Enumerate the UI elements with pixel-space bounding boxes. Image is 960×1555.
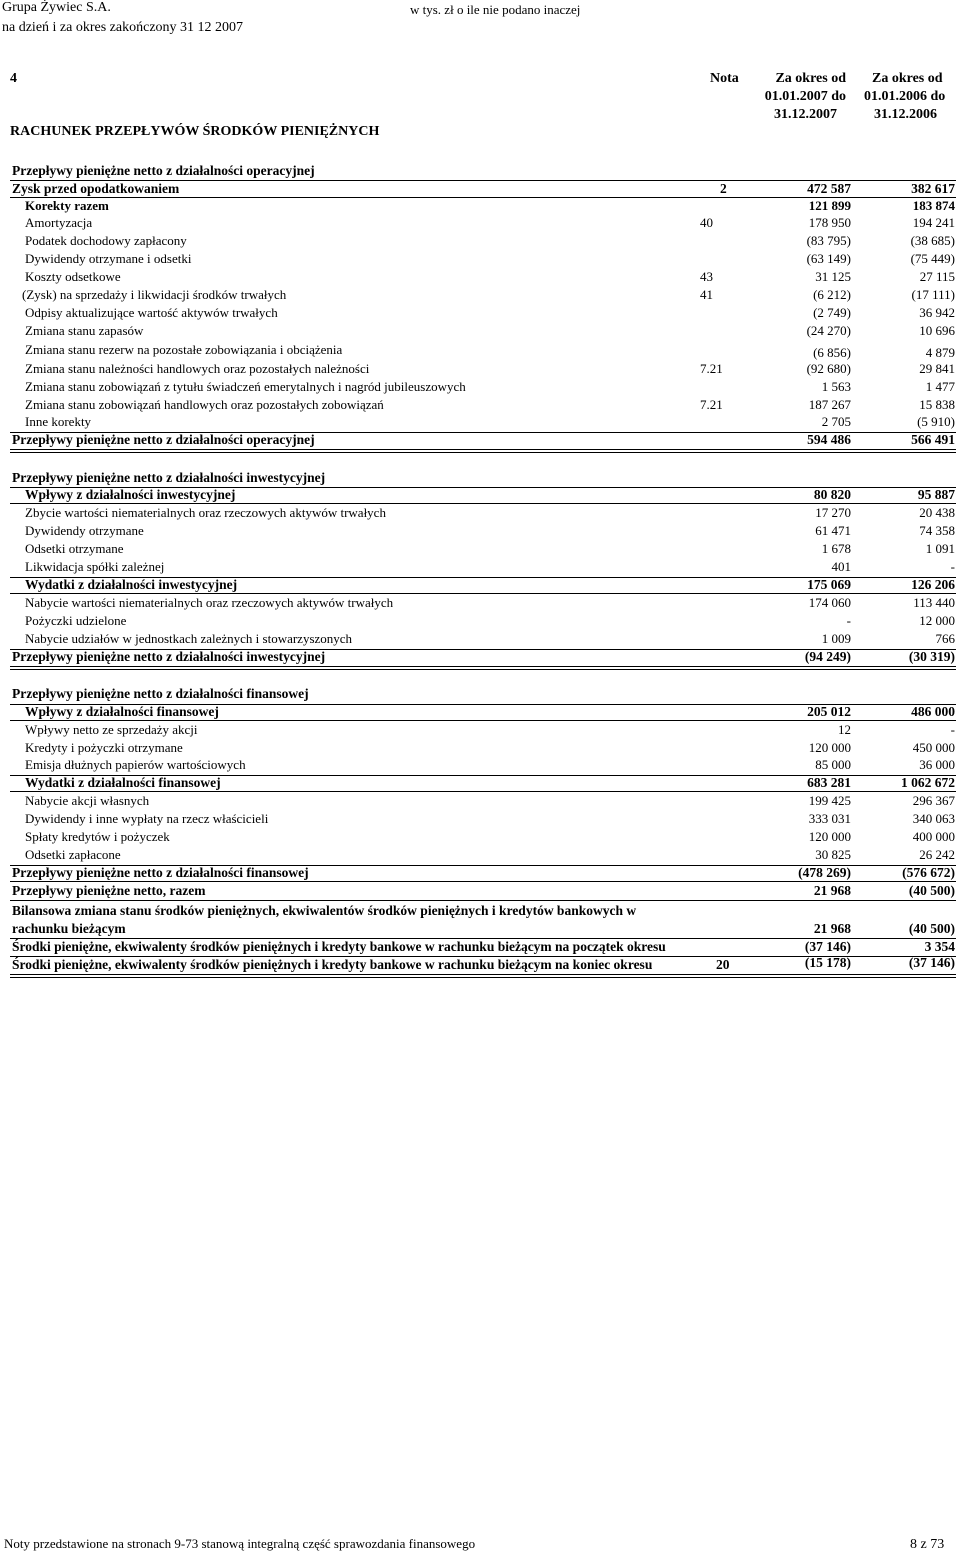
row-value-2007: 175 069	[807, 577, 851, 592]
row-label: Korekty razem	[25, 198, 109, 213]
row-value-2007: 205 012	[807, 704, 851, 719]
table-row	[0, 215, 960, 233]
table-row	[0, 397, 960, 415]
table-row	[0, 722, 960, 740]
row-label: Amortyzacja	[25, 215, 93, 230]
row-value-2006: (40 500)	[908, 921, 955, 936]
table-row	[0, 613, 960, 631]
row-value-2006: 1 477	[925, 379, 955, 394]
row-value-2007: 12	[838, 722, 851, 737]
row-value-2007: (94 249)	[804, 649, 851, 664]
table-row	[0, 505, 960, 523]
row-nota: 43	[700, 269, 713, 284]
col2-header-line: 01.01.2006 do	[864, 89, 946, 104]
table-row	[0, 251, 960, 269]
row-label: Przepływy pieniężne netto z działalności operacyjnej	[12, 432, 315, 447]
row-nota: 7.21	[700, 361, 723, 376]
row-value-2007: 120 000	[808, 740, 851, 755]
units-note: w tys. zł o ile nie podano inaczej	[410, 2, 581, 17]
row-label: Inne korekty	[25, 414, 92, 429]
row-value-2007: 594 486	[807, 432, 851, 447]
row-value-2006: (5 910)	[917, 414, 955, 429]
table-row	[0, 559, 960, 577]
row-label: Przepływy pieniężne netto z działalności operacyjnej	[12, 163, 315, 178]
row-value-2007: 61 471	[815, 523, 851, 538]
row-value-2006: 126 206	[911, 577, 955, 592]
table-row	[0, 903, 960, 921]
row-value-2007: 401	[831, 559, 851, 574]
row-value-2006: (17 111)	[911, 287, 955, 302]
row-label: Zbycie wartości niematerialnych oraz rzeczowych aktywów trwałych	[25, 505, 386, 520]
row-label: Nabycie udziałów w jednostkach zależnych i stowarzyszonych	[25, 631, 353, 646]
row-value-2006: 382 617	[911, 181, 955, 196]
row-value-2006: 12 000	[919, 613, 955, 628]
row-value-2007: (6 856)	[813, 345, 851, 360]
row-value-2006: 20 438	[919, 505, 955, 520]
row-value-2007: (6 212)	[813, 287, 851, 302]
row-value-2006: 1 062 672	[901, 775, 955, 790]
section-number: 4	[10, 71, 17, 86]
row-value-2006: 113 440	[913, 595, 955, 610]
row-value-2006: 183 874	[912, 198, 955, 213]
row-value-2007: 30 825	[815, 847, 851, 862]
row-label: Przepływy pieniężne netto z działalności finansowej	[12, 865, 309, 880]
table-row	[0, 361, 960, 379]
row-label: Bilansowa zmiana stanu środków pieniężnych, ekwiwalentów środków pieniężnych i kredytów bankowych w	[12, 903, 637, 918]
row-label: Dywidendy otrzymane	[25, 523, 144, 538]
rule-line	[10, 487, 956, 488]
row-value-2006: 29 841	[919, 361, 955, 376]
period-note: na dzień i za okres zakończony 31 12 2007	[2, 20, 244, 35]
rule-line	[10, 865, 956, 866]
row-label: Podatek dochodowy zapłacony	[25, 233, 187, 248]
table-row	[0, 793, 960, 811]
row-label: Nabycie wartości niematerialnych oraz rzeczowych aktywów trwałych	[25, 595, 394, 610]
row-label: Zmiana stanu rezerw na pozostałe zobowiązania i obciążenia	[25, 342, 343, 357]
rule-line	[10, 180, 956, 181]
rule-line	[10, 666, 956, 670]
row-label: Przepływy pieniężne netto z działalności inwestycyjnej	[12, 649, 326, 664]
row-label: Koszty odsetkowe	[25, 269, 121, 284]
row-label: Zmiana stanu zobowiązań z tytułu świadczeń emerytalnych i nagród jubileuszowych	[25, 379, 466, 394]
row-value-2006: 400 000	[912, 829, 955, 844]
row-value-2006: 74 358	[919, 523, 955, 538]
table-row	[0, 269, 960, 287]
page-number: 8 z 73	[910, 1537, 945, 1552]
row-label: Odsetki zapłacone	[25, 847, 121, 862]
row-nota: 7.21	[700, 397, 723, 412]
rule-line	[10, 593, 956, 594]
table-row	[0, 595, 960, 613]
rule-line	[10, 881, 956, 882]
row-nota: 41	[700, 287, 713, 302]
row-label: Zysk przed opodatkowaniem	[12, 181, 180, 196]
row-value-2007: 85 000	[815, 757, 851, 772]
row-nota: 40	[700, 215, 713, 230]
row-label: Wydatki z działalności finansowej	[25, 775, 221, 790]
row-label: Przepływy pieniężne netto, razem	[12, 883, 206, 898]
row-value-2006: 486 000	[911, 704, 955, 719]
row-label: Przepływy pieniężne netto z działalności inwestycyjnej	[12, 470, 326, 485]
row-value-2007: 1 563	[821, 379, 851, 394]
row-value-2006: (38 685)	[910, 233, 955, 248]
table-row	[0, 649, 960, 667]
row-value-2007: 21 968	[813, 921, 851, 936]
row-value-2007: (63 149)	[806, 251, 851, 266]
row-label: Kredyty i pożyczki otrzymane	[25, 740, 183, 755]
row-value-2007: 21 968	[813, 883, 851, 898]
row-label: (Zysk) na sprzedaży i likwidacji środków trwałych	[22, 287, 287, 302]
row-value-2007: (478 269)	[798, 865, 851, 880]
table-row	[0, 686, 960, 704]
nota-header: Nota	[710, 71, 739, 86]
row-value-2006: (30 319)	[908, 649, 955, 664]
col2-header-line: 31.12.2006	[874, 107, 937, 122]
row-value-2007: 17 270	[815, 505, 851, 520]
row-value-2007: 120 000	[808, 829, 851, 844]
rule-line	[10, 938, 956, 939]
row-nota: 2	[720, 181, 727, 196]
row-nota: 20	[716, 957, 730, 972]
table-row	[0, 323, 960, 341]
row-value-2007: 1 009	[821, 631, 851, 646]
row-value-2006: 95 887	[917, 487, 955, 502]
row-value-2007: (92 680)	[806, 361, 851, 376]
rule-line	[10, 720, 956, 721]
row-value-2007: (2 749)	[813, 305, 851, 320]
row-value-2007: 472 587	[807, 181, 851, 196]
table-row	[0, 523, 960, 541]
col2-header-line: Za okres od	[872, 71, 943, 86]
row-value-2007: 2 705	[821, 414, 851, 429]
row-label: Zmiana stanu zobowiązań handlowych oraz pozostałych zobowiązań	[25, 397, 384, 412]
row-value-2006: (576 672)	[902, 865, 955, 880]
table-row	[0, 163, 960, 181]
rule-line	[10, 956, 956, 957]
table-row	[0, 883, 960, 901]
table-row	[0, 957, 960, 975]
row-value-2007: 187 267	[808, 397, 851, 412]
row-value-2007: 31 125	[815, 269, 851, 284]
rule-line	[10, 900, 956, 901]
col1-header-line: 31.12.2007	[774, 107, 837, 122]
row-label: Wpływy z działalności finansowej	[25, 704, 219, 719]
row-value-2007: 80 820	[813, 487, 851, 502]
table-row	[0, 342, 960, 360]
row-label: Spłaty kredytów i pożyczek	[25, 829, 170, 844]
row-value-2006: 194 241	[912, 215, 955, 230]
row-label: Zmiana stanu należności handlowych oraz pozostałych należności	[25, 361, 370, 376]
row-value-2007: 174 060	[808, 595, 851, 610]
table-row	[0, 305, 960, 323]
row-value-2007: 121 899	[808, 198, 851, 213]
rule-line	[10, 974, 956, 978]
table-row	[0, 432, 960, 450]
table-row	[0, 541, 960, 559]
row-value-2006: (37 146)	[908, 955, 955, 970]
row-label: Wpływy netto ze sprzedaży akcji	[25, 722, 198, 737]
row-value-2006: (40 500)	[908, 883, 955, 898]
rule-line	[10, 704, 956, 705]
row-label: Dywidendy otrzymane i odsetki	[25, 251, 192, 266]
row-label: Zmiana stanu zapasów	[25, 323, 144, 338]
col1-header-line: 01.01.2007 do	[764, 89, 846, 104]
row-value-2006: 566 491	[911, 432, 955, 447]
row-value-2006: 27 115	[919, 269, 955, 284]
row-label: Wydatki z działalności inwestycyjnej	[25, 577, 238, 592]
col1-header-line: Za okres od	[775, 71, 846, 86]
table-row	[0, 921, 960, 939]
row-label: Środki pieniężne, ekwiwalenty środków pieniężnych i kredyty bankowe w rachunku bieżącym na koniec okresu	[12, 957, 653, 972]
page-title: RACHUNEK PRZEPŁYWÓW ŚRODKÓW PIENIĘŻNYCH	[10, 124, 380, 139]
row-value-2006: 340 063	[912, 811, 955, 826]
table-row	[0, 470, 960, 488]
row-value-2006: 3 354	[924, 939, 955, 954]
table-row	[0, 233, 960, 251]
rule-line	[10, 577, 956, 578]
row-label: Likwidacja spółki zależnej	[25, 559, 165, 574]
row-label: Pożyczki udzielone	[25, 613, 127, 628]
row-value-2007: (24 270)	[806, 323, 851, 338]
row-value-2006: 36 942	[919, 305, 955, 320]
table-row	[0, 847, 960, 865]
rule-line	[10, 775, 956, 776]
row-value-2007: 333 031	[808, 811, 851, 826]
rule-line	[10, 649, 956, 650]
table-row	[0, 379, 960, 397]
row-value-2006: (75 449)	[910, 251, 955, 266]
row-value-2007: (15 178)	[804, 955, 851, 970]
row-value-2006: 10 696	[919, 323, 955, 338]
row-value-2007: 1 678	[821, 541, 851, 556]
row-value-2006: 36 000	[919, 757, 955, 772]
table-row	[0, 414, 960, 432]
row-label: Odsetki otrzymane	[25, 541, 124, 556]
table-row	[0, 829, 960, 847]
row-value-2006: 766	[935, 631, 955, 646]
row-label: Przepływy pieniężne netto z działalności finansowej	[12, 686, 309, 701]
rule-line	[10, 197, 956, 198]
table-row	[0, 740, 960, 758]
row-value-2007: (83 795)	[806, 233, 851, 248]
table-row	[0, 287, 960, 305]
row-value-2006: 15 838	[919, 397, 955, 412]
row-value-2006: 1 091	[925, 541, 955, 556]
rule-line	[10, 791, 956, 792]
rule-line	[10, 432, 956, 433]
table-row	[0, 631, 960, 649]
row-label: Środki pieniężne, ekwiwalenty środków pieniężnych i kredyty bankowe w rachunku bieżącym na początek okresu	[12, 939, 666, 954]
row-value-2006: 296 367	[912, 793, 955, 808]
row-label: rachunku bieżącym	[12, 921, 126, 936]
row-value-2006: 4 879	[925, 345, 955, 360]
row-value-2007: (37 146)	[804, 939, 851, 954]
row-label: Nabycie akcji własnych	[25, 793, 150, 808]
rule-line	[10, 449, 956, 453]
rule-line	[10, 503, 956, 504]
row-value-2007: 178 950	[808, 215, 851, 230]
row-value-2006: 450 000	[912, 740, 955, 755]
row-label: Wpływy z działalności inwestycyjnej	[25, 487, 236, 502]
table-row	[0, 757, 960, 775]
table-row	[0, 198, 960, 216]
row-label: Emisja dłużnych papierów wartościowych	[25, 757, 246, 772]
row-label: Odpisy aktualizujące wartość aktywów trwałych	[25, 305, 278, 320]
row-value-2007: -	[846, 613, 851, 628]
row-value-2006: -	[950, 559, 955, 574]
company-name: Grupa Żywiec S.A.	[2, 0, 111, 15]
footer-note: Noty przedstawione na stronach 9-73 stanową integralną część sprawozdania finansowego	[4, 1536, 476, 1551]
row-value-2006: -	[950, 722, 955, 737]
row-value-2007: 683 281	[807, 775, 851, 790]
row-value-2007: 199 425	[808, 793, 851, 808]
table-row	[0, 811, 960, 829]
row-value-2006: 26 242	[919, 847, 955, 862]
row-label: Dywidendy i inne wypłaty na rzecz właścicieli	[25, 811, 269, 826]
